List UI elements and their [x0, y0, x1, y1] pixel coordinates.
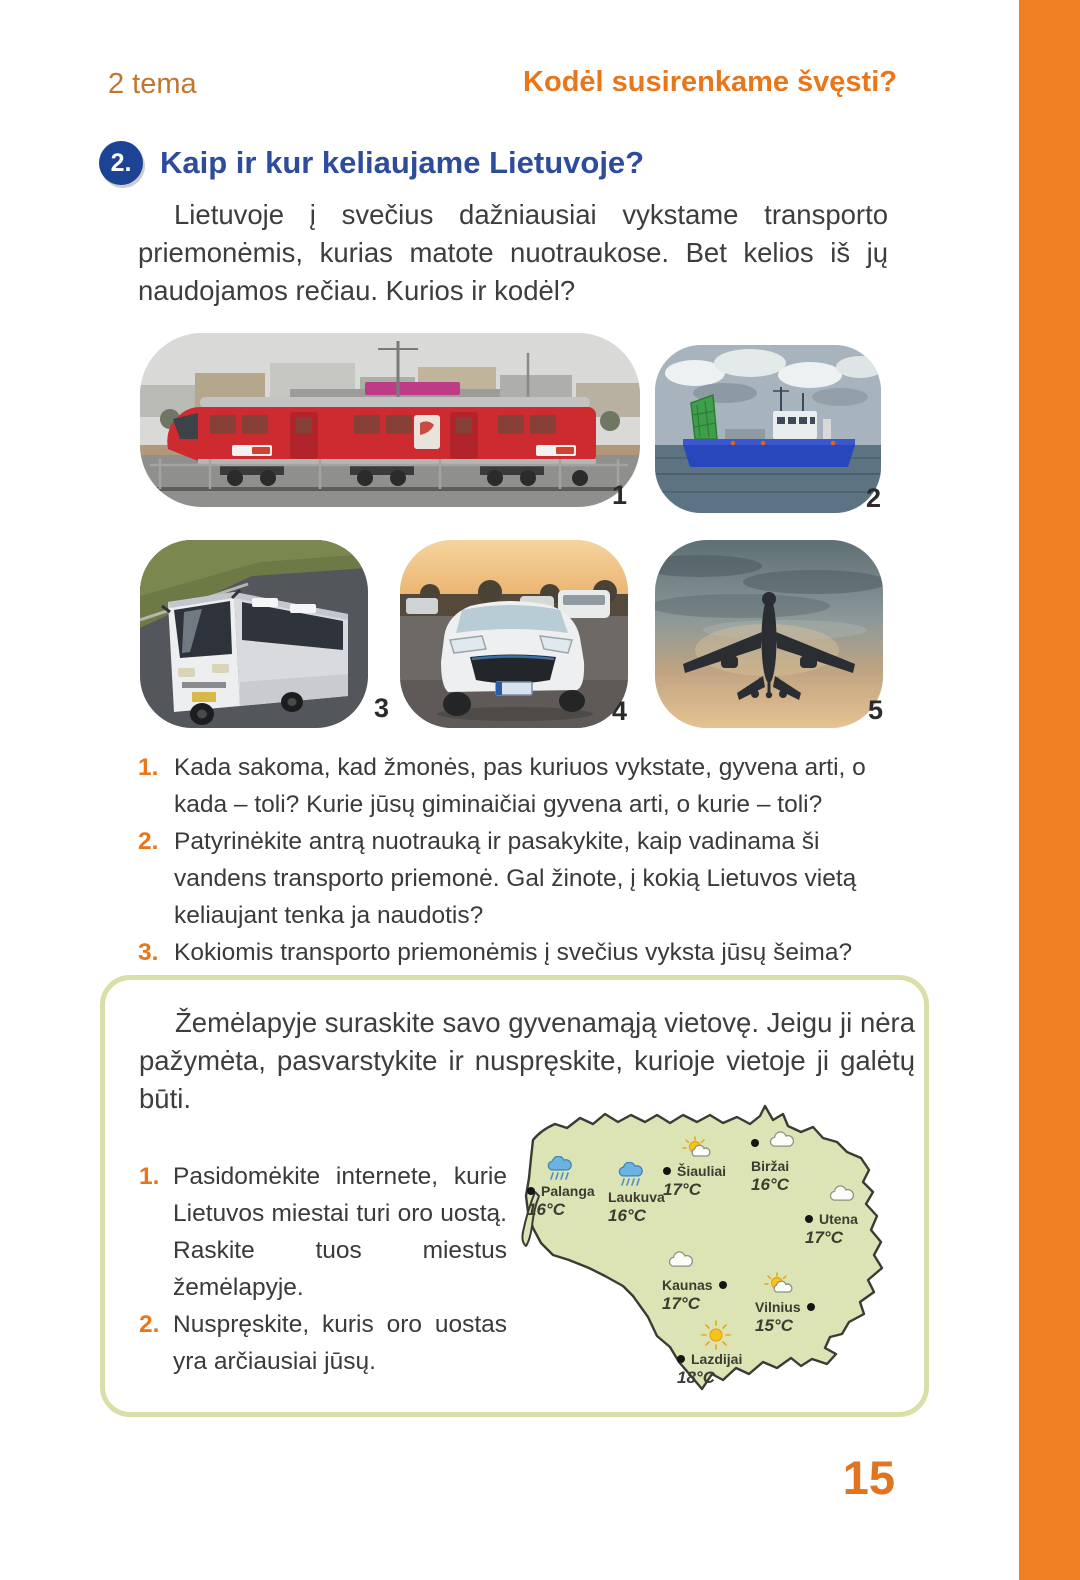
- photo-number: 5: [868, 695, 884, 725]
- city-temp: 17°C: [663, 1179, 701, 1199]
- step-item: [139, 1306, 507, 1380]
- photo-number: 3: [374, 693, 390, 723]
- map-city-lazdijai: [677, 1320, 742, 1387]
- section-title: Kaip ir kur keliaujame Lietuvoje?: [160, 145, 645, 180]
- city-dot: [807, 1303, 815, 1311]
- activity-steps: [139, 1158, 507, 1380]
- section-number: 2.: [110, 148, 132, 177]
- city-dot: [527, 1187, 535, 1195]
- photo-number: 4: [612, 696, 628, 726]
- section-number-badge: [99, 141, 143, 185]
- map-city-palanga: [527, 1156, 595, 1219]
- map-city-vilnius: [755, 1272, 815, 1335]
- airplane-illustration: [655, 540, 883, 728]
- photo-number: 1: [612, 480, 628, 510]
- city-temp: 15°C: [755, 1315, 793, 1335]
- step-item: [139, 1158, 507, 1306]
- city-name: Šiauliai: [677, 1163, 727, 1179]
- photo-car: [400, 540, 628, 728]
- rain-icon: [614, 1162, 648, 1188]
- partly-sunny-icon: [681, 1136, 717, 1162]
- step-text: Nuspręskite, kuris oro uostas yra arčiausiai jūsų.: [173, 1311, 507, 1375]
- city-temp: 16°C: [527, 1199, 565, 1219]
- city-label-line: [805, 1212, 858, 1227]
- city-temp: 18°C: [677, 1367, 715, 1387]
- city-dot: [719, 1281, 727, 1289]
- city-label-line: [677, 1352, 742, 1367]
- city-name: Lazdijai: [691, 1351, 743, 1367]
- city-dot: [751, 1139, 759, 1147]
- photo-number: 2: [866, 483, 882, 513]
- ferry-illustration: [655, 345, 881, 513]
- question-text: Kokiomis transporto priemonėmis į svečius vyksta jūsų šeima?: [174, 939, 853, 966]
- car-illustration: [400, 540, 628, 728]
- rain-icon: [543, 1156, 577, 1182]
- lithuania-map: [505, 1100, 903, 1404]
- question-item: [138, 749, 910, 823]
- map-city-laukuva: [608, 1162, 665, 1225]
- city-label-line: [751, 1130, 797, 1156]
- city-name: Utena: [819, 1211, 858, 1227]
- city-dot: [805, 1215, 813, 1223]
- photo-bus: [140, 540, 368, 728]
- activity-box: [100, 975, 929, 1417]
- page-number: 15: [842, 1451, 895, 1504]
- city-name: Vilnius: [755, 1299, 801, 1315]
- step-text: Pasidomėkite internete, kurie Lietuvos miestai turi oro uostą. Raskite tuos miestus žemėlapyje.: [173, 1163, 507, 1301]
- right-edge-bar: [1019, 0, 1080, 1580]
- city-name: Kaunas: [662, 1277, 713, 1293]
- city-label-line: [663, 1164, 726, 1179]
- city-temp: 16°C: [751, 1174, 789, 1194]
- cloud-icon: [767, 1130, 797, 1156]
- cloud-icon: [666, 1250, 696, 1276]
- photo-train: [140, 333, 640, 507]
- sunny-icon: [701, 1320, 731, 1350]
- city-dot: [663, 1167, 671, 1175]
- question-item: [138, 823, 910, 934]
- question-number: 1.: [138, 754, 159, 781]
- photo-ferry: [655, 345, 881, 513]
- city-temp: 17°C: [662, 1293, 700, 1313]
- activity-intro: Žemėlapyje suraskite savo gyvenamąją vietovę. Jeigu ji nėra pažymėta, pasvarstykite ir nuspręskite, kurioje vietoje ji galėtų būti.: [139, 1007, 915, 1114]
- partly-sunny-icon: [763, 1272, 799, 1298]
- city-label-line: [608, 1190, 665, 1205]
- city-temp: 17°C: [805, 1227, 843, 1247]
- cloud-icon: [827, 1184, 857, 1210]
- question-item: [138, 934, 910, 971]
- question-text: Kada sakoma, kad žmonės, pas kuriuos vykstate, gyvena arti, o kada – toli? Kurie jūsų giminaičiai gyvena arti, o kurie – toli?: [174, 754, 866, 818]
- chapter-title: Kodėl susirenkame švęsti?: [523, 66, 897, 98]
- map-city-utena: [805, 1184, 858, 1247]
- step-number: 2.: [139, 1311, 160, 1338]
- city-name: Laukuva: [608, 1189, 665, 1205]
- intro-paragraph: Lietuvoje į svečius dažniausiai vykstame transporto priemonėmis, kurias matote nuotraukose. Bet kelios iš jų naudojamos rečiau. Kurios ir kodėl?: [138, 199, 888, 306]
- bus-illustration: [140, 540, 368, 728]
- city-name: Palanga: [541, 1183, 595, 1199]
- question-number: 2.: [138, 828, 159, 855]
- chapter-label: 2 tema: [108, 68, 197, 100]
- city-temp: 16°C: [608, 1205, 646, 1225]
- map-city-birzai: [751, 1128, 797, 1194]
- map-city-kaunas: [662, 1250, 727, 1313]
- question-text: Patyrinėkite antrą nuotrauką ir pasakykite, kaip vadinama ši vandens transporto priemonė. Gal žinote, į kokią Lietuvos vietą keliaujant tenka ja naudotis?: [174, 828, 857, 929]
- question-number: 3.: [138, 939, 159, 966]
- photo-airplane: [655, 540, 883, 728]
- city-label-line: [662, 1278, 727, 1293]
- train-illustration: [140, 333, 640, 507]
- question-list: [138, 749, 910, 971]
- city-label-line: [755, 1300, 815, 1315]
- city-dot: [677, 1355, 685, 1363]
- step-number: 1.: [139, 1163, 160, 1190]
- city-name: Biržai: [751, 1158, 790, 1174]
- map-city-siauliai: [663, 1136, 726, 1199]
- city-label-line: [527, 1184, 595, 1199]
